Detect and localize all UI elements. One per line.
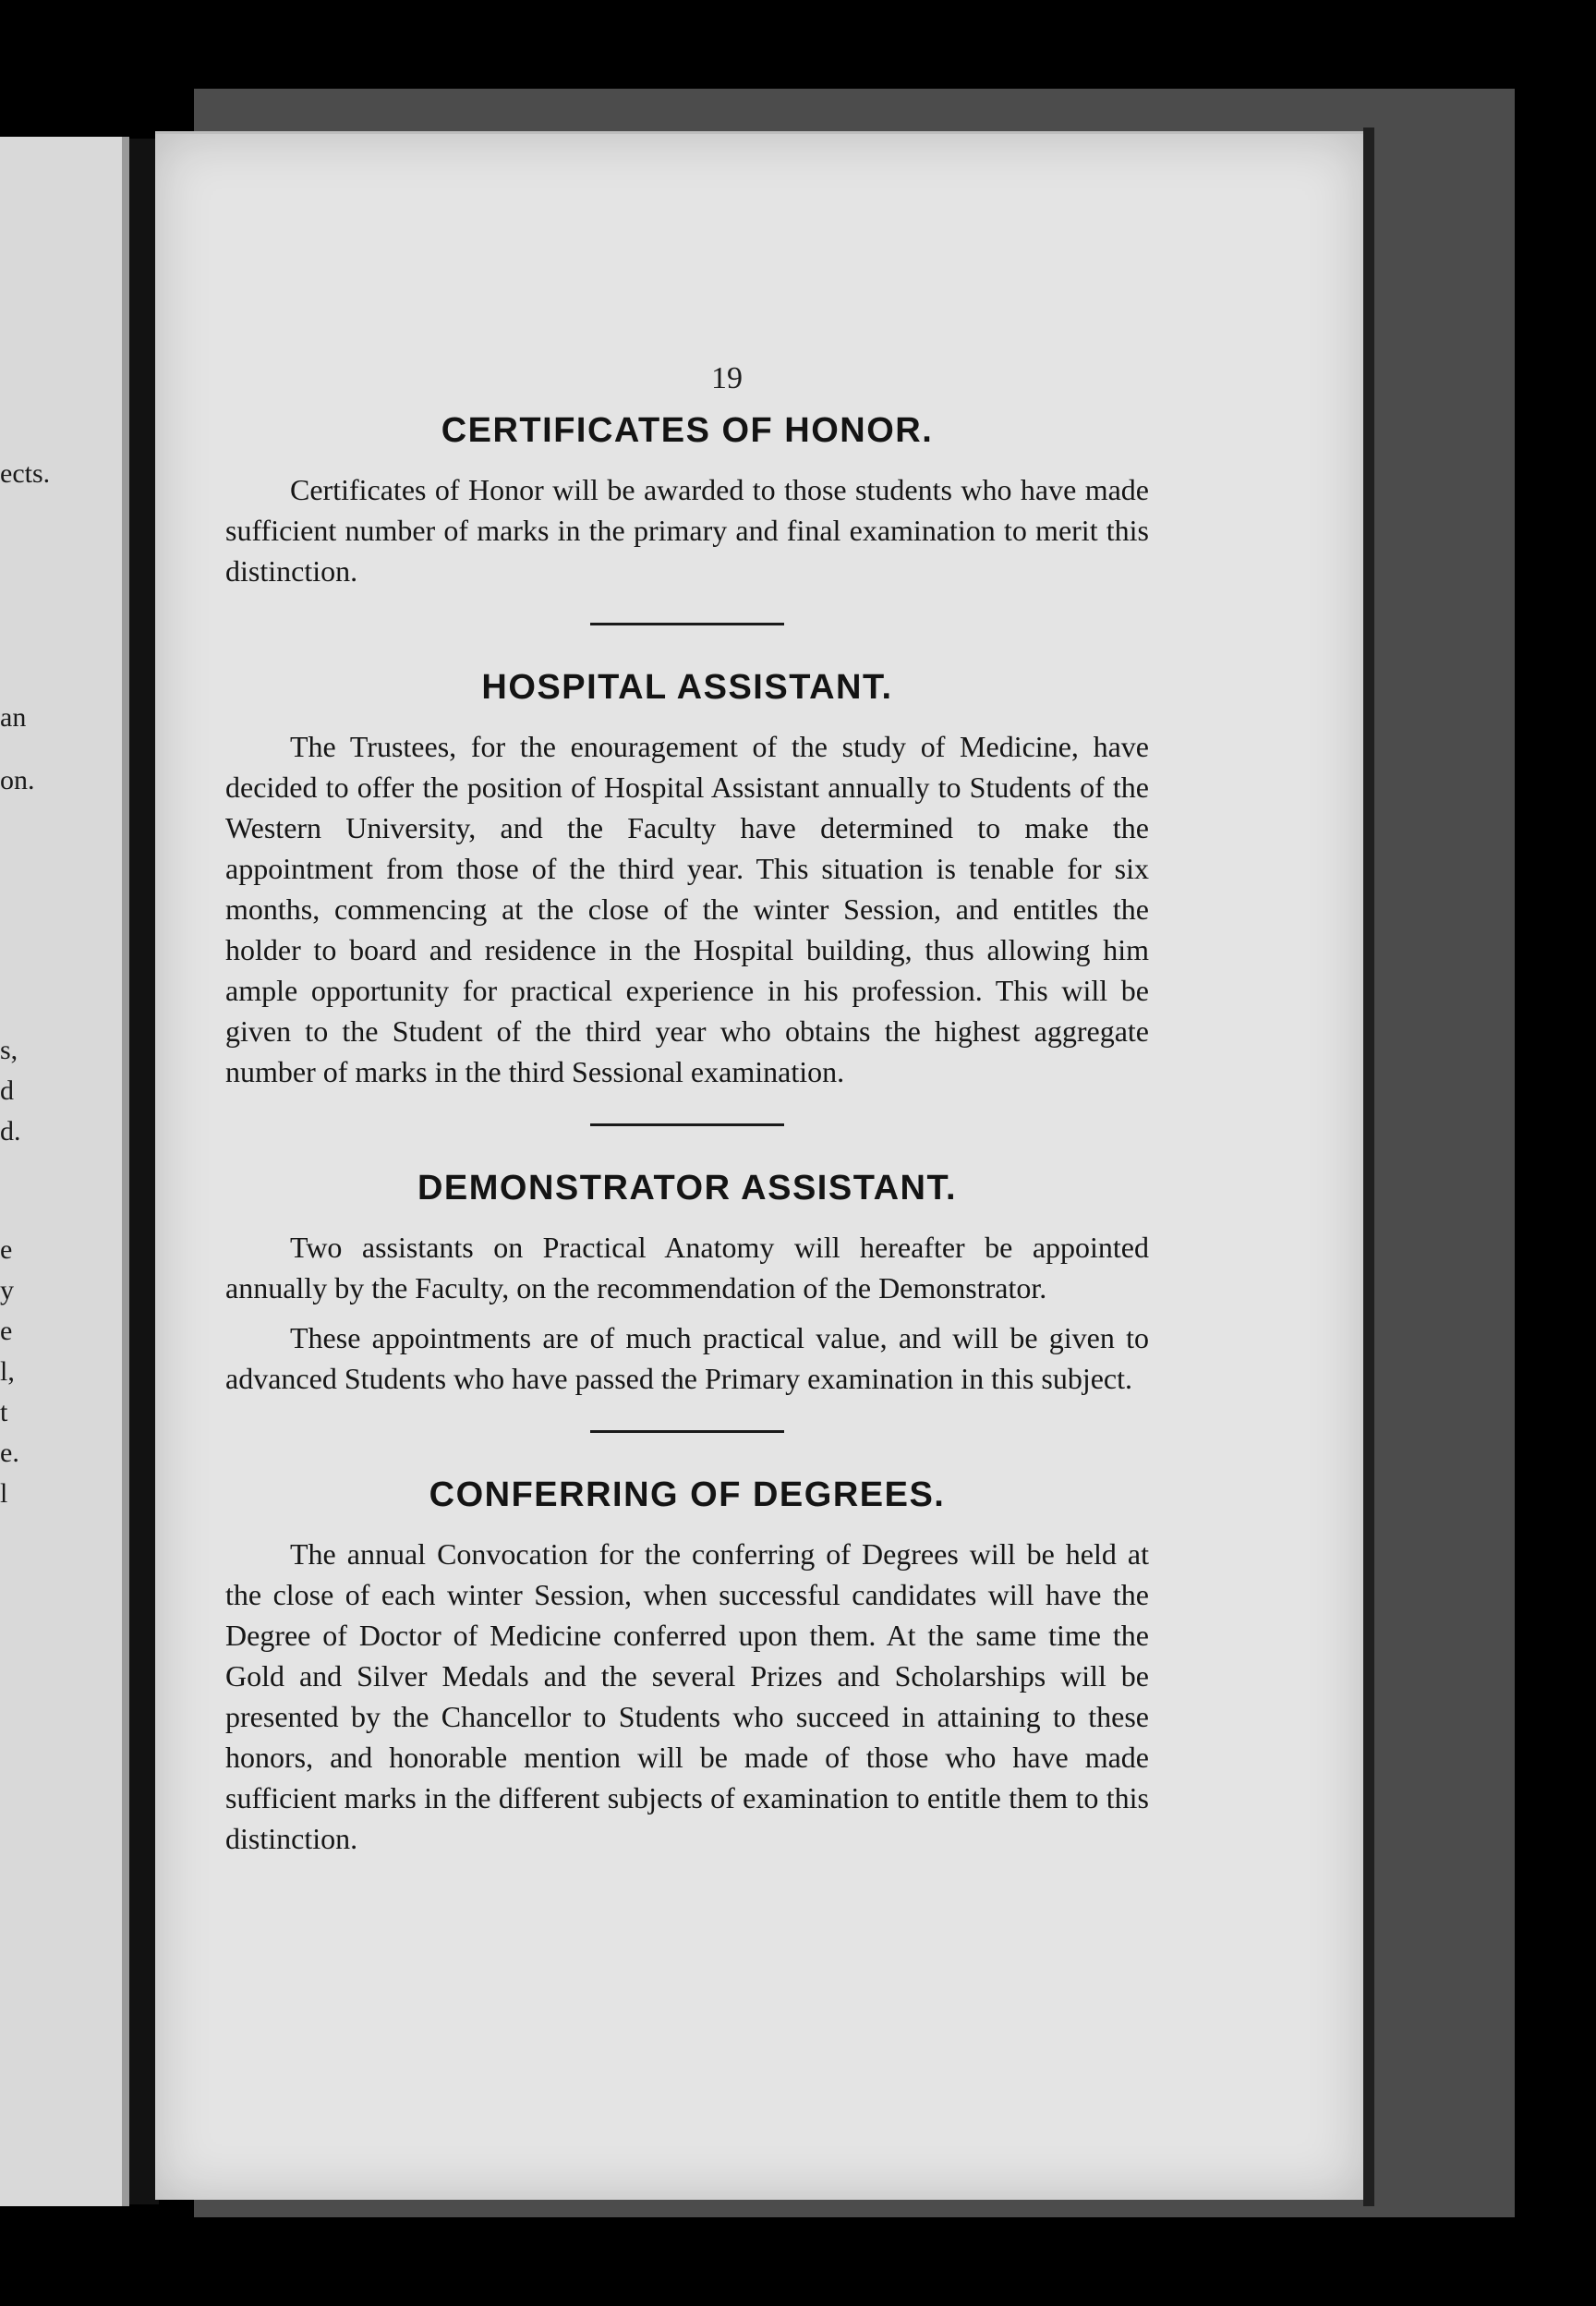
section-conferring-of-degrees bbox=[225, 1475, 1149, 1859]
adjacent-page-fragment: l, bbox=[0, 1356, 15, 1387]
adjacent-page-fragment: e. bbox=[0, 1438, 19, 1468]
adjacent-page-fragment: d. bbox=[0, 1116, 21, 1147]
adjacent-page-fragment: s, bbox=[0, 1035, 18, 1065]
adjacent-page-fragment: on. bbox=[0, 765, 35, 795]
adjacent-page-edge bbox=[122, 137, 129, 2206]
section-paragraph: These appointments are of much practical value, and will be given to advanced Students who have passed the Primary examination in this subject. bbox=[225, 1321, 1149, 1395]
adjacent-page-fragment: e bbox=[0, 1234, 13, 1265]
section-paragraph: The Trustees, for the enouragement of the study of Medicine, have decided to offer the position of Hospital Assistant annually to Students of the Western University, and the Faculty have determined to make the appointment from those of the third year. This situation is tenable for six months, commencing at the close of the winter Session, and entitles the holder to board and residence in the Hospital building, thus allowing him ample opportunity for practical experience in his profession. This will be given to the Student of the third year who obtains the highest aggregate number of marks in the third Sessional examination. bbox=[225, 730, 1149, 1088]
section-hospital-assistant bbox=[225, 668, 1149, 1092]
section-heading: DEMONSTRATOR ASSISTANT. bbox=[417, 1169, 958, 1208]
page-content bbox=[225, 411, 1149, 1859]
adjacent-page-fragment: e bbox=[0, 1316, 13, 1346]
section-divider bbox=[590, 623, 784, 625]
adjacent-page-fragment: d bbox=[0, 1075, 14, 1106]
section-heading: CONFERRING OF DEGREES. bbox=[429, 1475, 946, 1514]
section-demonstrator-assistant bbox=[225, 1169, 1149, 1399]
page-edge-shadow bbox=[1363, 127, 1374, 2206]
adjacent-page-fragment: l bbox=[0, 1478, 8, 1509]
section-paragraph: The annual Convocation for the conferring of Degrees will be held at the close of each winter Session, when successful candidates will have the Degree of Doctor of Medicine conferred upon them. At the same time the Gold and Silver Medals and the several Prizes and Scholarships will be presented by the Chancellor to Students who succeed in attaining to these honors, and honorable mention will be made of those who have made sufficient marks in the different subjects of examination to entitle them to this distinction. bbox=[225, 1537, 1149, 1855]
adjacent-page-fragment: t bbox=[0, 1397, 8, 1427]
section-divider bbox=[590, 1430, 784, 1433]
document-page bbox=[155, 131, 1363, 2200]
section-heading: HOSPITAL ASSISTANT. bbox=[481, 668, 893, 707]
section-divider bbox=[590, 1123, 784, 1126]
adjacent-page-fragment: y bbox=[0, 1275, 14, 1305]
adjacent-page-fragment: an bbox=[0, 702, 27, 733]
adjacent-page-fragment: ects. bbox=[0, 458, 51, 489]
section-paragraph: Certificates of Honor will be awarded to those students who have made sufficient number of marks in the primary and final examination to merit this distinction. bbox=[225, 473, 1149, 588]
adjacent-page bbox=[0, 137, 129, 2206]
section-certificates-of-honor bbox=[225, 411, 1149, 591]
section-heading: CERTIFICATES OF HONOR. bbox=[441, 411, 934, 450]
section-paragraph: Two assistants on Practical Anatomy will hereafter be appointed annually by the Faculty, on the recommendation of the Demonstrator. bbox=[225, 1231, 1149, 1305]
page-number: 19 bbox=[711, 361, 743, 395]
